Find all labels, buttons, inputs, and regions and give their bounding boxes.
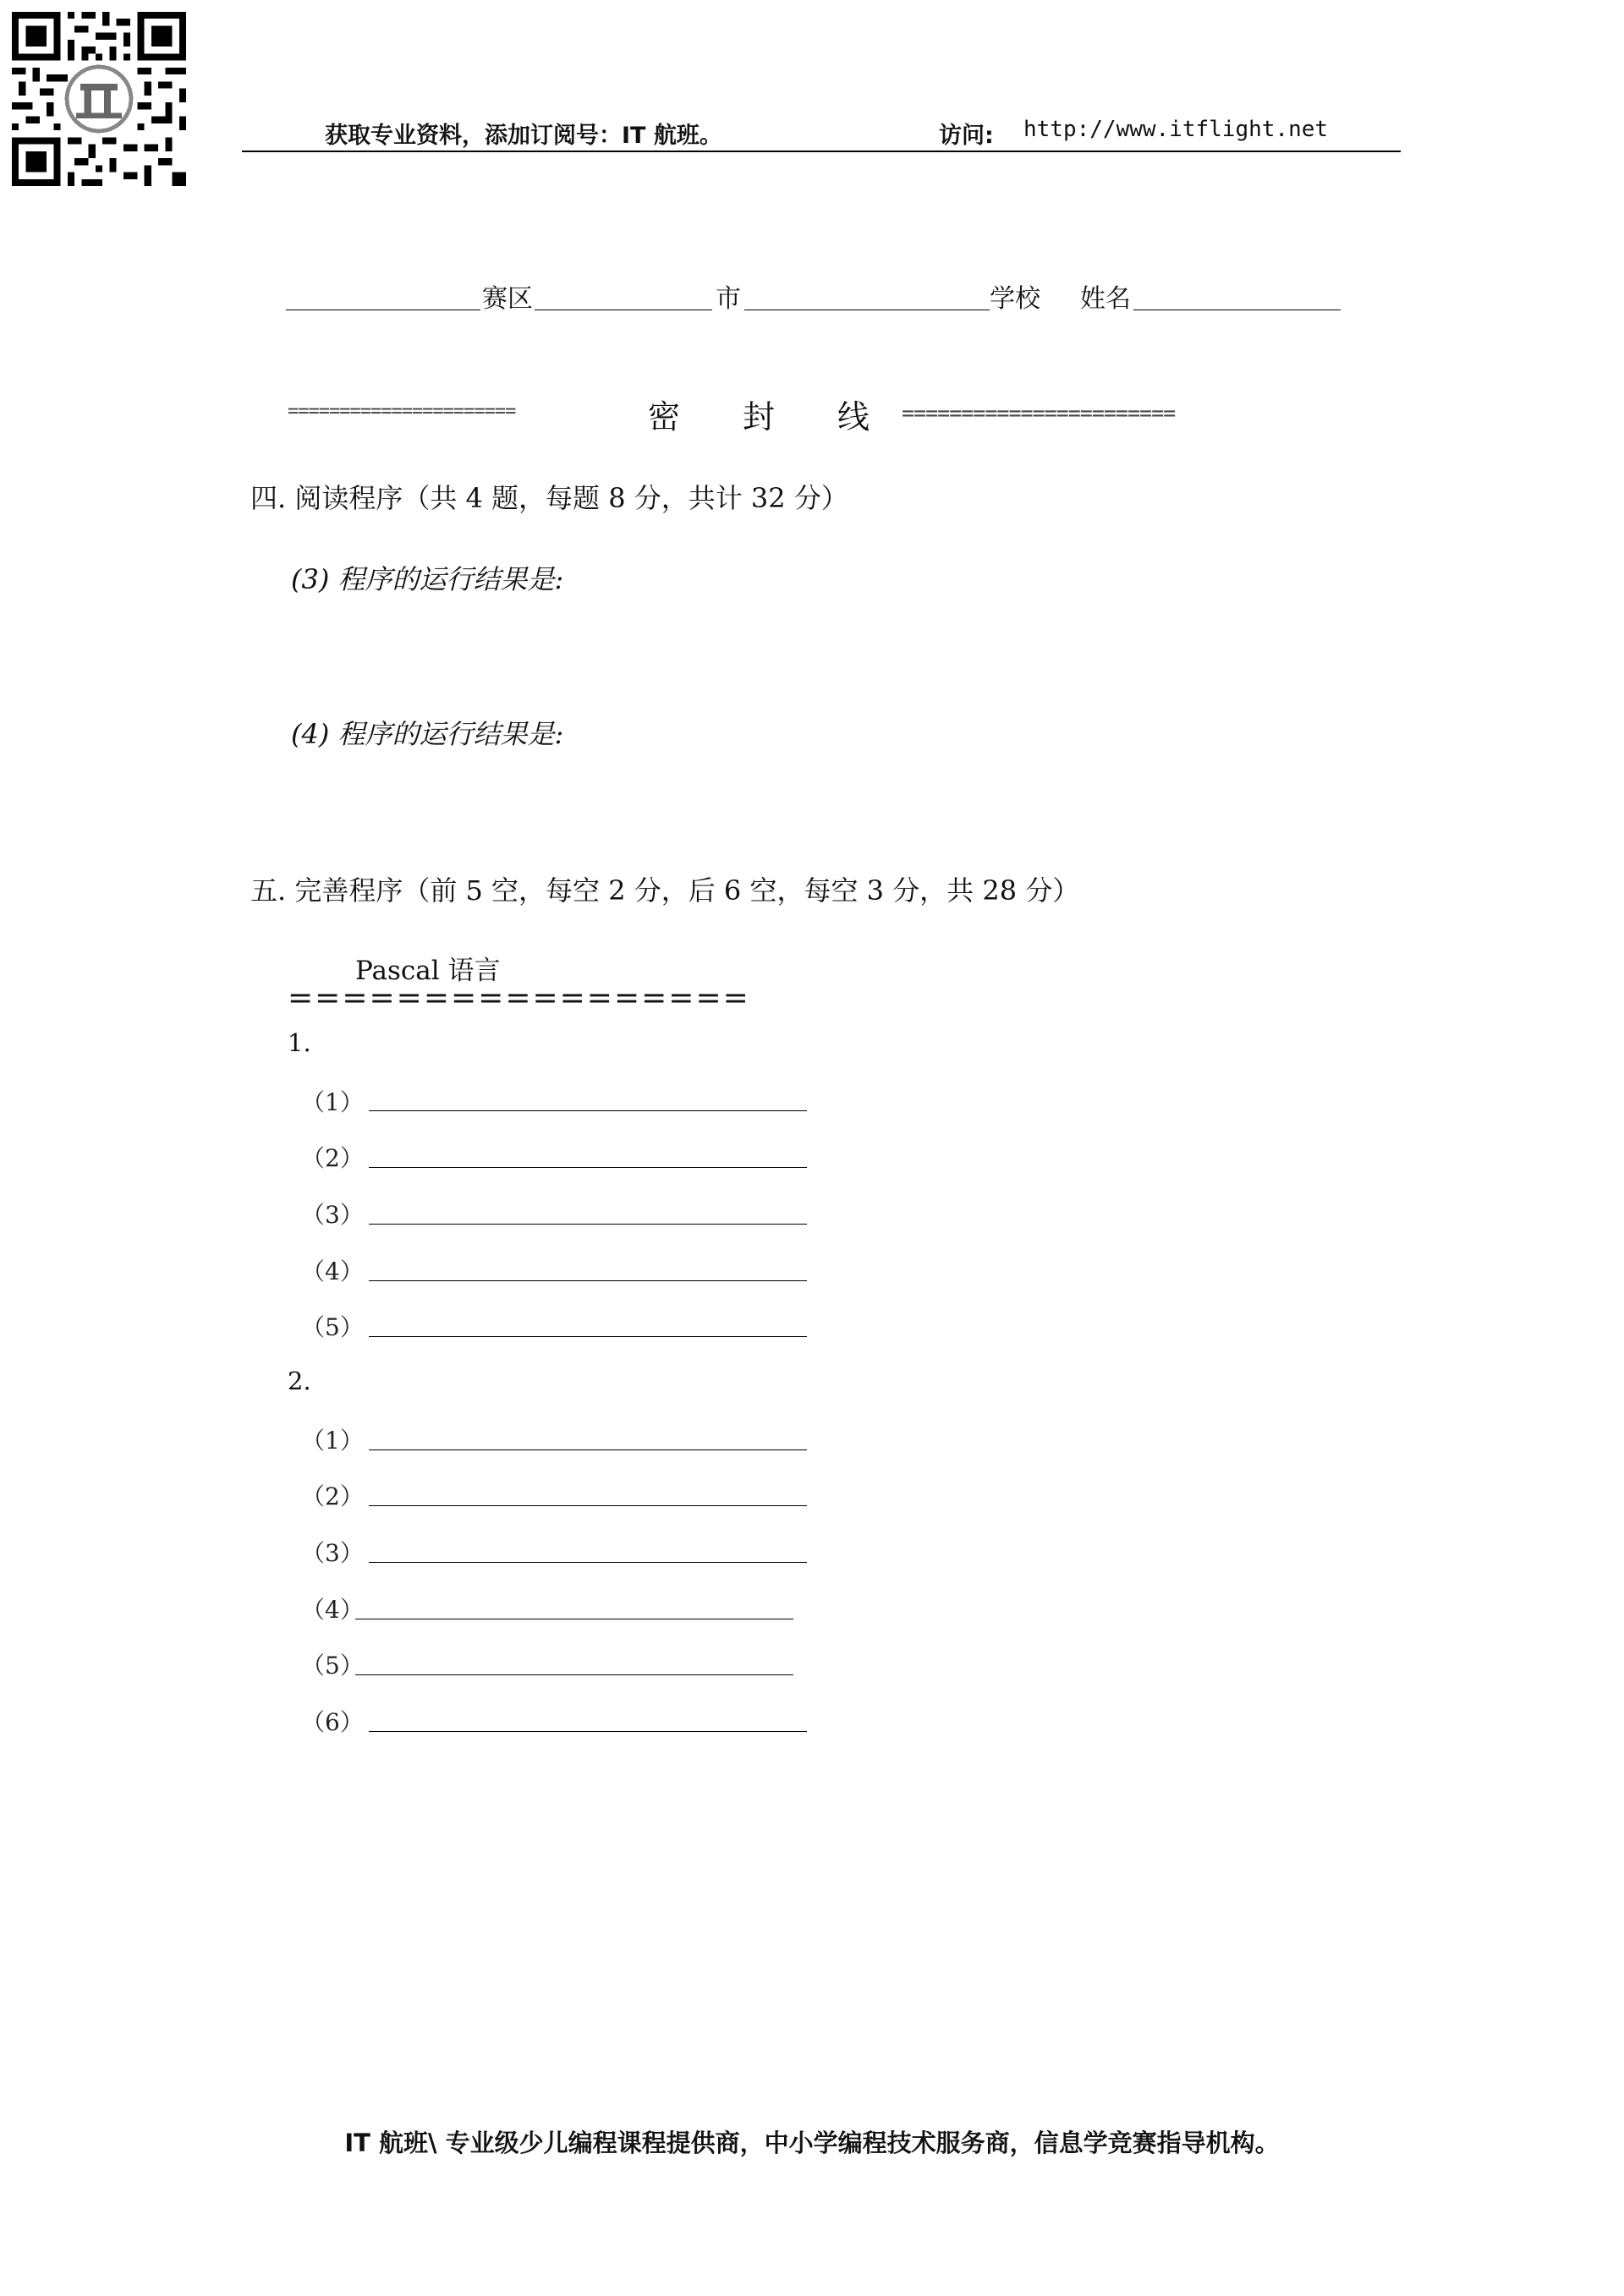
- p1-blank-1-line[interactable]: [369, 1110, 807, 1111]
- it-logo-icon: [67, 67, 131, 131]
- footer-text: IT 航班\ 专业级少儿编程课程提供商，中小学编程技术服务商，信息学竞赛指导机构。: [344, 2129, 1280, 2157]
- header-subscribe-text: 获取专业资料，添加订阅号：IT 航班。: [325, 123, 722, 149]
- p2-blank-4-label: （4）: [301, 1596, 364, 1624]
- section4-q3-label: (3) 程序的运行结果是:: [291, 563, 564, 595]
- section4-q4-label: (4) 程序的运行结果是:: [291, 718, 564, 750]
- language-label: Pascal 语言: [355, 956, 501, 986]
- p1-blank-3-label: （3）: [301, 1201, 364, 1229]
- p1-blank-5-line[interactable]: [369, 1336, 807, 1337]
- school-label: 学校: [990, 284, 1040, 314]
- seal-char-mi: 密: [648, 398, 681, 436]
- header-url[interactable]: http://www.itflight.net: [1023, 117, 1329, 142]
- p2-blank-2-line[interactable]: [369, 1505, 807, 1506]
- p2-blank-6-line[interactable]: [369, 1731, 807, 1732]
- p2-blank-5-label: （5）: [301, 1652, 364, 1680]
- city-label: 市: [716, 284, 741, 314]
- header-visit-label: 访问:: [939, 123, 994, 149]
- p2-blank-1-label: （1）: [301, 1427, 364, 1455]
- p2-blank-6-label: （6）: [301, 1708, 364, 1736]
- p1-blank-2-label: （2）: [301, 1144, 364, 1172]
- p2-blank-5-line[interactable]: [355, 1674, 793, 1675]
- p1-blank-2-line[interactable]: [369, 1167, 807, 1168]
- p1-blank-3-line[interactable]: [369, 1224, 807, 1225]
- header-rule: [242, 151, 1401, 152]
- problem-2-number: 2.: [288, 1367, 311, 1395]
- p2-blank-1-line[interactable]: [369, 1449, 807, 1450]
- seal-char-xian: 线: [837, 398, 870, 436]
- section5-title: 五. 完善程序（前 5 空，每空 2 分，后 6 空，每空 3 分，共 28 分）: [250, 874, 1080, 907]
- p1-blank-4-line[interactable]: [369, 1280, 807, 1281]
- seal-eq-right: =======================: [902, 401, 1176, 425]
- p2-blank-3-label: （3）: [301, 1539, 364, 1567]
- qr-code-icon: [12, 12, 186, 186]
- seal-char-feng: 封: [743, 398, 776, 436]
- language-separator: =================: [288, 981, 750, 1016]
- p1-blank-4-label: （4）: [301, 1258, 364, 1285]
- name-label: 姓名: [1080, 284, 1131, 314]
- p1-blank-5-label: （5）: [301, 1313, 364, 1341]
- p2-blank-3-line[interactable]: [369, 1562, 807, 1563]
- seal-eq-left: ======================: [288, 401, 516, 422]
- section4-title: 四. 阅读程序（共 4 题，每题 8 分，共计 32 分）: [250, 482, 848, 514]
- p2-blank-2-label: （2）: [301, 1482, 364, 1510]
- p1-blank-1-label: （1）: [301, 1088, 364, 1116]
- problem-1-number: 1.: [288, 1028, 311, 1057]
- division-label: 赛区: [482, 284, 533, 314]
